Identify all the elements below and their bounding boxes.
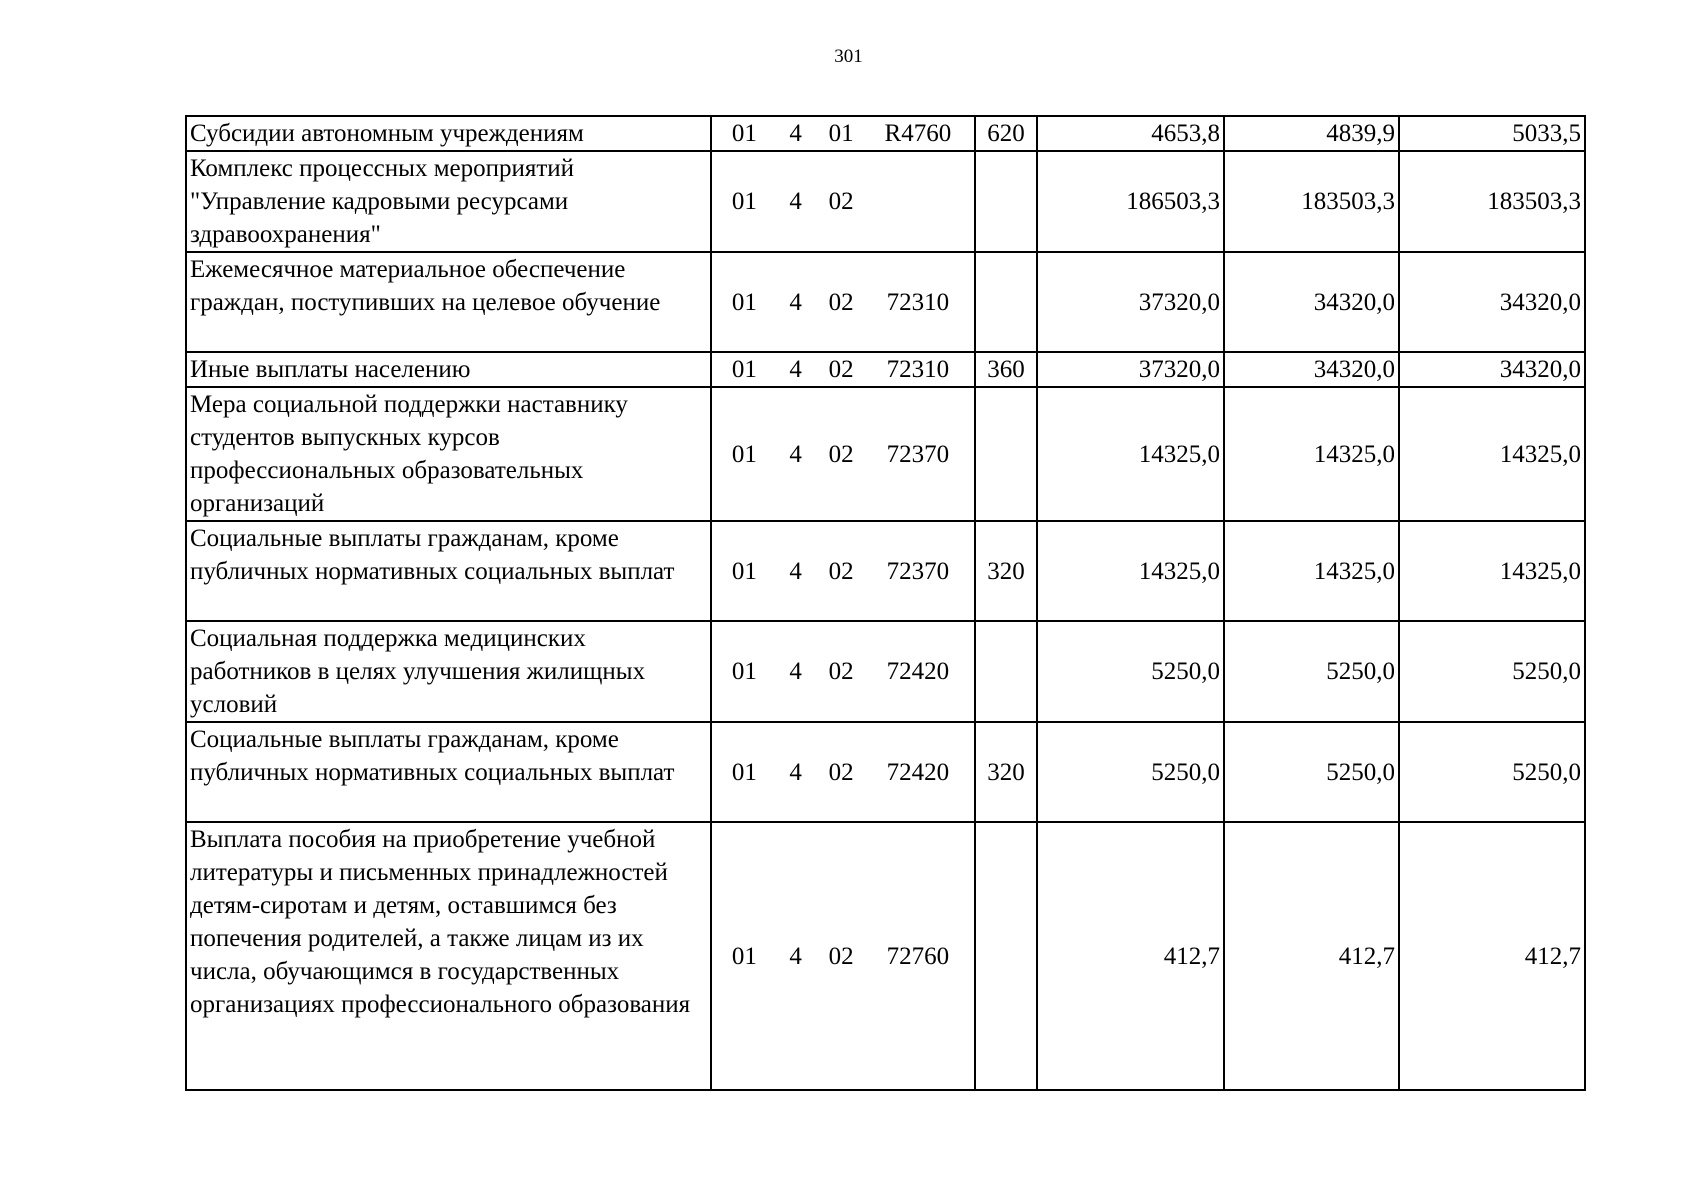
amount-year-3: 34320,0	[1399, 352, 1585, 387]
expense-type-code: 320	[975, 521, 1037, 621]
amount-year-2: 5250,0	[1224, 621, 1399, 722]
program-code: 4	[789, 942, 802, 970]
amount-year-2: 34320,0	[1224, 352, 1399, 387]
page-number: 301	[834, 46, 863, 67]
row-name: Социальная поддержка медицинских работников в целях улучшения жилищных условий	[186, 621, 711, 722]
amount-year-1: 5250,0	[1037, 621, 1224, 722]
amount-year-1: 186503,3	[1037, 151, 1224, 252]
table-row	[186, 822, 1585, 1090]
article-code: 72370	[886, 557, 950, 585]
program-code: 4	[789, 188, 802, 215]
amount-year-2: 14325,0	[1224, 387, 1399, 521]
article-code: 72420	[886, 758, 950, 786]
amount-year-3: 5250,0	[1399, 722, 1585, 822]
table-row	[186, 387, 1585, 521]
amount-year-2: 34320,0	[1224, 252, 1399, 352]
amount-year-3: 14325,0	[1399, 387, 1585, 521]
expense-type-code: 360	[975, 352, 1037, 387]
amount-year-2: 412,7	[1224, 822, 1399, 1090]
article-code: R4760	[884, 120, 952, 147]
row-codes	[711, 521, 975, 621]
expense-type-code	[975, 621, 1037, 722]
budget-table	[185, 115, 1586, 1091]
section-code: 01	[731, 188, 757, 215]
table-row	[186, 621, 1585, 722]
expense-type-code: 620	[975, 116, 1037, 151]
program-code: 4	[789, 440, 802, 468]
row-codes	[711, 151, 975, 252]
expense-type-code: 320	[975, 722, 1037, 822]
section-code: 01	[731, 942, 757, 970]
row-name: Социальные выплаты гражданам, кроме публичных нормативных социальных выплат	[186, 521, 711, 621]
section-code: 01	[731, 658, 757, 685]
expense-type-code	[975, 252, 1037, 352]
amount-year-3: 14325,0	[1399, 521, 1585, 621]
table-row	[186, 352, 1585, 387]
expense-type-code	[975, 387, 1037, 521]
amount-year-3: 5033,5	[1399, 116, 1585, 151]
table-row	[186, 722, 1585, 822]
amount-year-1: 14325,0	[1037, 521, 1224, 621]
subprogram-code: 02	[828, 356, 854, 383]
row-codes	[711, 116, 975, 151]
table-row	[186, 521, 1585, 621]
row-codes	[711, 722, 975, 822]
section-code: 01	[731, 356, 757, 383]
amount-year-2: 4839,9	[1224, 116, 1399, 151]
row-codes	[711, 387, 975, 521]
amount-year-3: 5250,0	[1399, 621, 1585, 722]
program-code: 4	[789, 758, 802, 786]
subprogram-code: 01	[828, 120, 854, 147]
program-code: 4	[789, 288, 802, 316]
amount-year-1: 4653,8	[1037, 116, 1224, 151]
table-body	[186, 116, 1585, 1090]
subprogram-code: 02	[828, 440, 854, 468]
program-code: 4	[789, 356, 802, 383]
amount-year-2: 5250,0	[1224, 722, 1399, 822]
row-codes	[711, 822, 975, 1090]
article-code: 72760	[886, 942, 950, 970]
section-code: 01	[731, 557, 757, 585]
row-name: Комплекс процессных мероприятий "Управление кадровыми ресурсами здравоохранения"	[186, 151, 711, 252]
amount-year-1: 37320,0	[1037, 352, 1224, 387]
table-row	[186, 151, 1585, 252]
amount-year-3: 412,7	[1399, 822, 1585, 1090]
subprogram-code: 02	[828, 758, 854, 786]
row-name: Иные выплаты населению	[186, 352, 711, 387]
expense-type-code	[975, 151, 1037, 252]
amount-year-2: 14325,0	[1224, 521, 1399, 621]
subprogram-code: 02	[828, 942, 854, 970]
row-codes	[711, 252, 975, 352]
section-code: 01	[731, 758, 757, 786]
row-name: Мера социальной поддержки наставнику студентов выпускных курсов профессиональных образовательных организаций	[186, 387, 711, 521]
section-code: 01	[731, 288, 757, 316]
amount-year-1: 5250,0	[1037, 722, 1224, 822]
amount-year-1: 412,7	[1037, 822, 1224, 1090]
article-code: 72420	[886, 658, 950, 685]
program-code: 4	[789, 557, 802, 585]
section-code: 01	[731, 120, 757, 147]
row-codes	[711, 352, 975, 387]
amount-year-1: 14325,0	[1037, 387, 1224, 521]
amount-year-2: 183503,3	[1224, 151, 1399, 252]
program-code: 4	[789, 120, 802, 147]
row-name: Субсидии автономным учреждениям	[186, 116, 711, 151]
row-name: Социальные выплаты гражданам, кроме публичных нормативных социальных выплат	[186, 722, 711, 822]
row-name: Выплата пособия на приобретение учебной литературы и письменных принадлежностей детям-сиротам и детям, оставшимся без попечения родителей, а также лицам из их числа, обучающимся в государственных организациях профессионального образования	[186, 822, 711, 1090]
subprogram-code: 02	[828, 658, 854, 685]
subprogram-code: 02	[828, 557, 854, 585]
table-row	[186, 252, 1585, 352]
row-name: Ежемесячное материальное обеспечение граждан, поступивших на целевое обучение	[186, 252, 711, 352]
amount-year-1: 37320,0	[1037, 252, 1224, 352]
amount-year-3: 183503,3	[1399, 151, 1585, 252]
program-code: 4	[789, 658, 802, 685]
subprogram-code: 02	[828, 288, 854, 316]
article-code: 72310	[886, 288, 950, 316]
article-code: 72310	[886, 356, 950, 383]
table-row	[186, 116, 1585, 151]
section-code: 01	[731, 440, 757, 468]
subprogram-code: 02	[828, 188, 854, 215]
row-codes	[711, 621, 975, 722]
amount-year-3: 34320,0	[1399, 252, 1585, 352]
article-code: 72370	[886, 440, 950, 468]
expense-type-code	[975, 822, 1037, 1090]
